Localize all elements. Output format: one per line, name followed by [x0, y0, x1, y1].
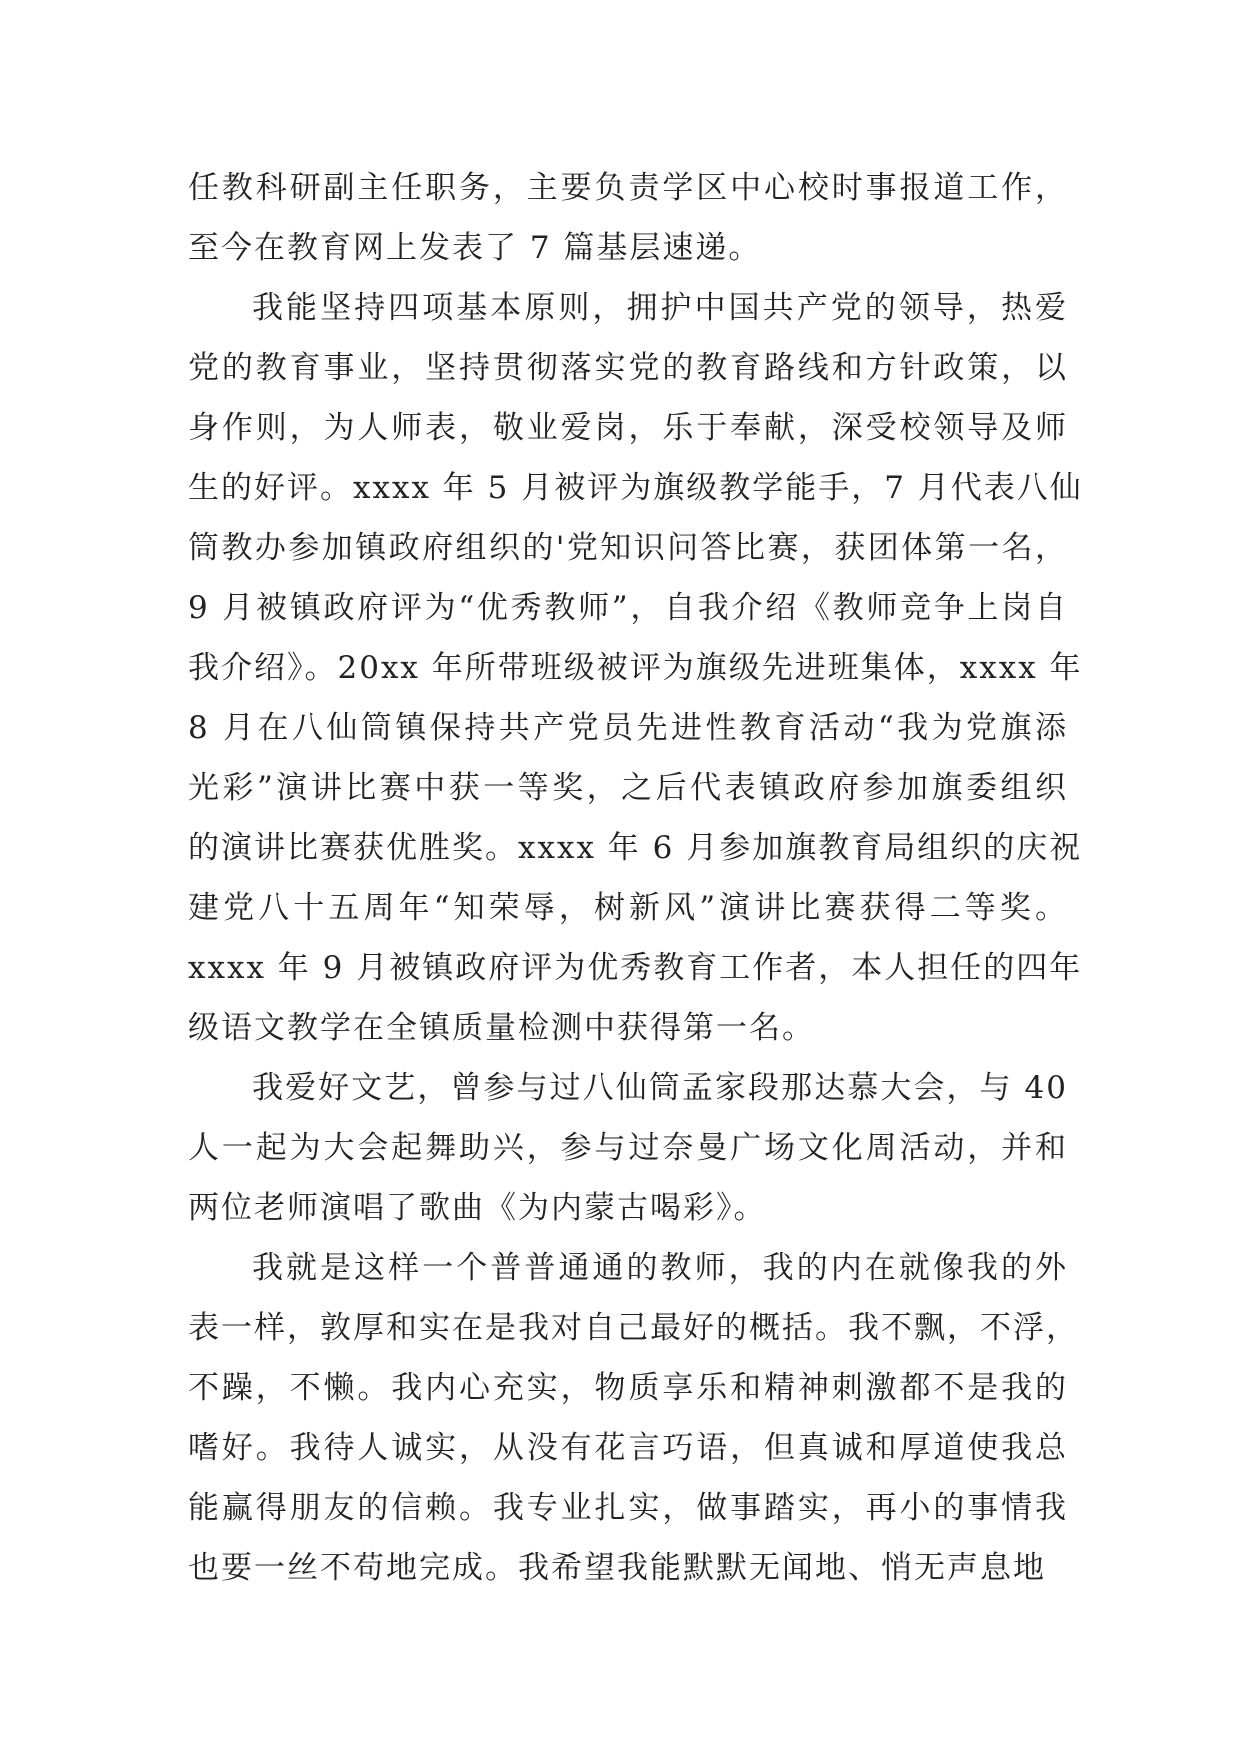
text-line: 两位老师演唱了歌曲《为内蒙古喝彩》。 [188, 1190, 767, 1226]
text-line: 人一起为大会起舞助兴，参与过奈曼广场文化周活动，并和 [188, 1130, 1068, 1166]
paragraph [188, 1238, 1079, 1598]
text-line: 至今在教育网上发表了 7 篇基层速递。 [188, 230, 762, 266]
text-line: 我爱好文艺，曾参与过八仙筒孟家段那达慕大会，与 40 [252, 1070, 1068, 1106]
text-line: 身作则，为人师表，敬业爱岗，乐于奉献，深受校领导及师 [188, 410, 1068, 446]
text-line: 嗜好。我待人诚实，从没有花言巧语，但真诚和厚道使我总 [188, 1430, 1068, 1466]
text-line: 我介绍》。20xx 年所带班级被评为旗级先进班集体，xxxx 年 [188, 650, 1083, 686]
paragraph [188, 278, 1083, 1058]
text-line: 光彩”演讲比赛中获一等奖，之后代表镇政府参加旗委组织 [188, 770, 1068, 806]
text-line: 我能坚持四项基本原则，拥护中国共产党的领导，热爱 [252, 290, 1068, 326]
text-line: 9 月被镇政府评为“优秀教师”，自我介绍《教师竞争上岗自 [188, 590, 1068, 626]
text-line: 不躁，不懒。我内心充实，物质享乐和精神刺激都不是我的 [188, 1370, 1068, 1406]
text-line: 也要一丝不苟地完成。我希望我能默默无闻地、悄无声息地 [188, 1550, 1046, 1586]
paragraph [188, 158, 1068, 278]
text-line: 生的好评。xxxx 年 5 月被评为旗级教学能手，7 月代表八仙 [188, 470, 1083, 506]
text-line: 的演讲比赛获优胜奖。xxxx 年 6 月参加旗教育局组织的庆祝 [188, 830, 1083, 866]
text-line: xxxx 年 9 月被镇政府评为优秀教育工作者，本人担任的四年 [188, 950, 1083, 986]
text-line: 表一样，敦厚和实在是我对自己最好的概括。我不飘，不浮， [188, 1310, 1079, 1346]
text-line: 建党八十五周年“知荣辱，树新风”演讲比赛获得二等奖。 [188, 890, 1068, 926]
text-line: 能赢得朋友的信赖。我专业扎实，做事踏实，再小的事情我 [188, 1490, 1068, 1526]
text-line: 我就是这样一个普普通通的教师，我的内在就像我的外 [252, 1250, 1068, 1286]
text-line: 筒教办参加镇政府组织的'党知识问答比赛，获团体第一名， [188, 530, 1068, 566]
document-body [188, 158, 1083, 1598]
text-line: 党的教育事业，坚持贯彻落实党的教育路线和方针政策，以 [188, 350, 1068, 386]
text-line: 级语文教学在全镇质量检测中获得第一名。 [188, 1010, 815, 1046]
text-line: 任教科研副主任职务，主要负责学区中心校时事报道工作， [188, 170, 1068, 206]
paragraph [188, 1058, 1068, 1238]
text-line: 8 月在八仙筒镇保持共产党员先进性教育活动“我为党旗添 [188, 710, 1068, 746]
